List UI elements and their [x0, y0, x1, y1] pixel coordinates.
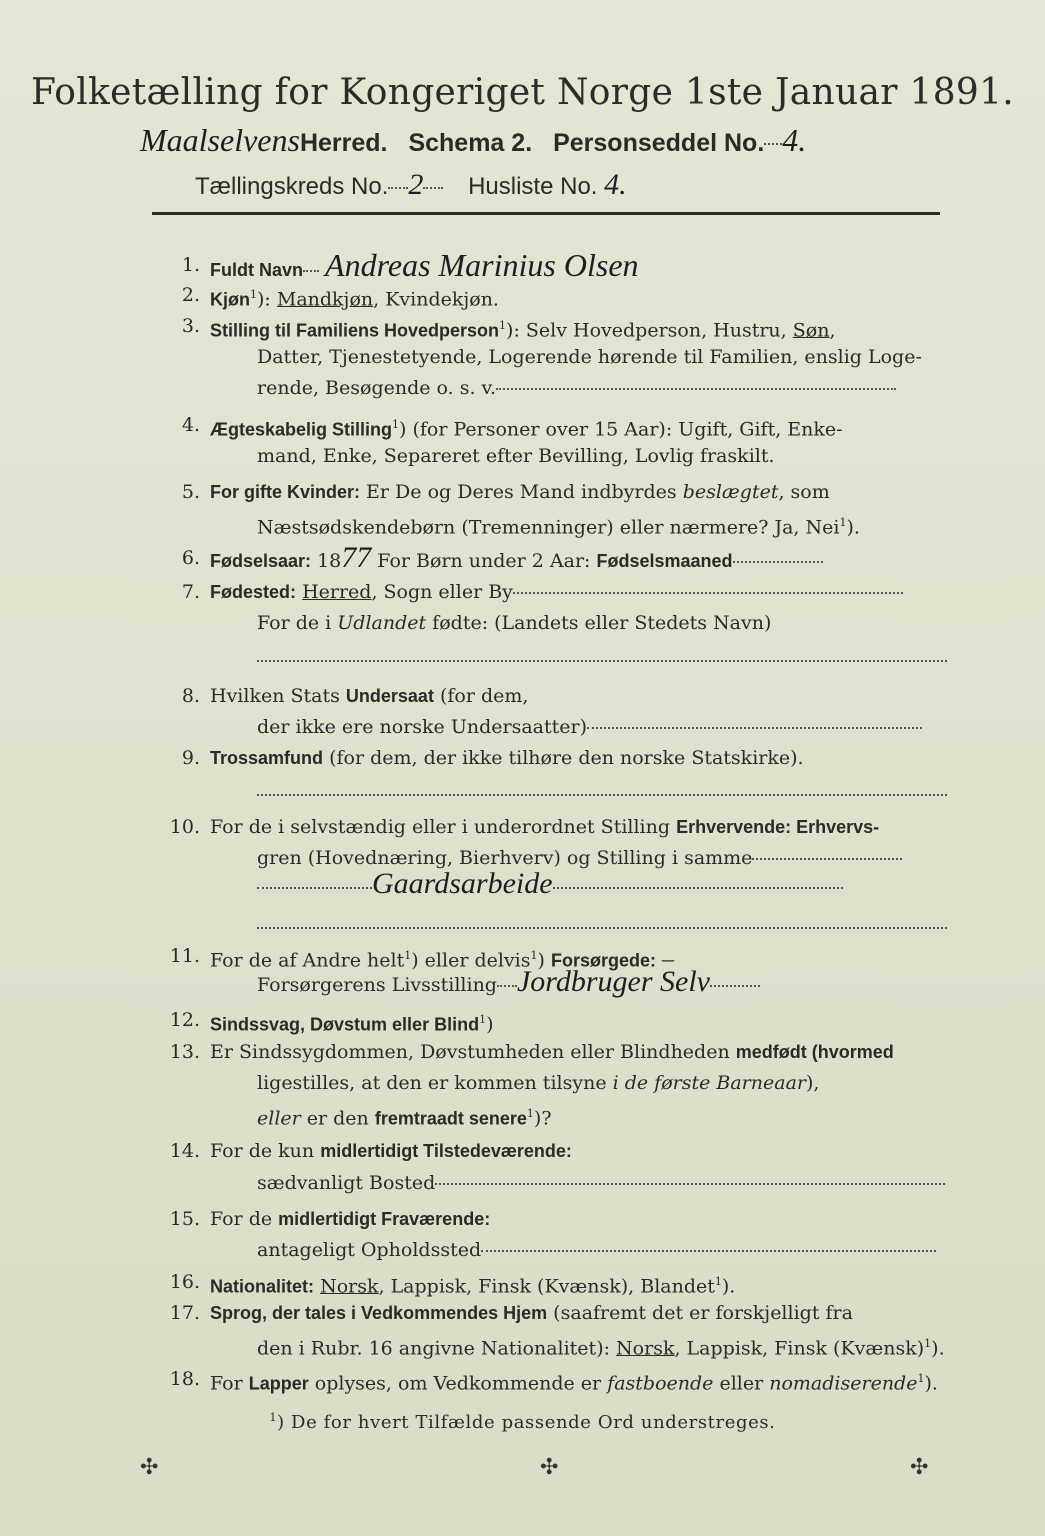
text: For de kun: [210, 1140, 321, 1162]
footnote-ref: 1: [530, 949, 538, 962]
text: ),: [806, 1072, 820, 1094]
footnote: [0, 1411, 1045, 1433]
supported-label: Forsørgede:: [550, 950, 656, 971]
item-number: 16.: [169, 1271, 200, 1293]
lapps-label: Lapper: [248, 1373, 309, 1394]
dotted-line: [257, 660, 947, 662]
footnote-ref: 1: [269, 1411, 278, 1424]
schema-label: Schema 2.: [408, 129, 533, 157]
footnote-ref: 1: [917, 1372, 925, 1385]
item-number: 6.: [181, 547, 200, 569]
text: ).: [846, 516, 860, 539]
text: Forsørgerens Livsstilling: [257, 974, 497, 996]
text: ):: [257, 288, 277, 311]
text: fastboende: [607, 1372, 714, 1395]
congenital-label: medfødt (hvormed: [735, 1042, 894, 1062]
text: , Kvindekjøn.: [373, 288, 499, 311]
temporary-absent-label: midlertidigt Fraværende:: [278, 1209, 491, 1229]
text: (for dem,: [433, 685, 529, 707]
text: Hvilken Stats: [210, 685, 346, 707]
dotted-line: [257, 927, 947, 929]
item-number: 2.: [181, 284, 200, 306]
text: (for dem, der ikke tilhøre den norske Statskirke).: [323, 747, 804, 769]
header-line-kreds: [195, 168, 895, 202]
text: gren (Hovednæring, Bierhverv) og Stilling i samme: [257, 847, 753, 869]
item-number: 1.: [181, 254, 200, 276]
text: ): [277, 1412, 285, 1433]
text: For de i selvstændig eller i underordnet Stilling: [210, 816, 677, 838]
footnote-ref: 1: [714, 1275, 722, 1288]
text: i de første Barneaar: [612, 1072, 806, 1094]
text: Datter, Tjenestetyende, Logerende hørende til Familien, enslig Loge-: [257, 346, 922, 368]
birth-year-value: 77: [341, 541, 372, 574]
dotted-line: [553, 887, 843, 889]
item-number: 11.: [169, 945, 200, 967]
text: fødte: (Landets eller Stedets Navn): [426, 612, 772, 634]
dotted-line: [513, 592, 903, 594]
dotted-line: [423, 187, 443, 189]
text: , Lappisk, Finsk (Kvænsk): [674, 1337, 925, 1360]
birthplace-label: Fødested:: [210, 582, 297, 602]
text: der ikke ere norske Undersaatter): [257, 716, 587, 738]
nationality-label: Nationalitet:: [210, 1276, 315, 1297]
text: 18: [311, 550, 342, 572]
item-number: 15.: [169, 1208, 200, 1230]
footnote-ref: 1: [479, 1013, 487, 1026]
subject-label: Undersaat: [345, 686, 434, 706]
religion-label: Trossamfund: [210, 748, 324, 768]
text: , Lappisk, Finsk (Kvænsk), Blandet: [378, 1275, 715, 1298]
dotted-line: [764, 143, 782, 145]
occupation-label: Erhvervende: Erhvervs-: [676, 817, 880, 837]
text: Udlandet: [337, 612, 427, 634]
full-name-label: Fuldt Navn: [210, 260, 303, 280]
text: eller: [713, 1372, 770, 1395]
birth-year-label: Fødselsaar:: [210, 551, 312, 571]
dotted-line: [303, 270, 319, 272]
dotted-line: [257, 887, 372, 889]
language-selected: Norsk: [616, 1337, 675, 1360]
marital-status-label: Ægteskabelig Stilling: [210, 419, 393, 440]
text: )?: [533, 1107, 552, 1130]
footnote-ref: 1: [392, 418, 400, 431]
dotted-line: [388, 187, 408, 189]
text: rende, Besøgende o. s. v.: [257, 377, 497, 399]
text: ligestilles, at den er kommen tilsyne: [257, 1072, 613, 1094]
text: (saafremt det er forskjelligt fra: [547, 1302, 853, 1324]
text: mand, Enke, Separeret efter Bevilling, Lovlig fraskilt.: [257, 445, 775, 467]
text: den i Rubr. 16 angivne Nationalitet):: [257, 1337, 617, 1360]
footnote-ref: 1: [404, 949, 412, 962]
text: For de: [210, 1208, 279, 1230]
text: ) eller delvis: [411, 949, 531, 972]
husliste-label: Husliste No.: [468, 173, 598, 200]
text: nomadiserende: [769, 1372, 918, 1395]
husliste-value: 4.: [604, 168, 627, 201]
personseddel-label: Personseddel No.: [553, 129, 765, 157]
text: ): [486, 1013, 494, 1036]
item-number: 17.: [169, 1302, 200, 1324]
dotted-line: [752, 858, 902, 860]
language-label: Sprog, der tales i Vedkommendes Hjem: [210, 1303, 548, 1323]
herred-value: Maalselvens: [140, 122, 300, 158]
item-number: 8.: [181, 685, 200, 707]
footnote-ref: 1: [924, 1337, 932, 1350]
footnote-ref: 1: [526, 1107, 534, 1120]
corner-mark-icon: ✣: [910, 1455, 929, 1480]
kreds-label: Tællingskreds No.: [195, 173, 389, 200]
family-position-selected: Søn: [792, 319, 830, 342]
dotted-line: [496, 388, 896, 390]
item-number: 4.: [181, 414, 200, 436]
item-number: 9.: [181, 747, 200, 769]
birthplace-selected: Herred: [302, 581, 372, 603]
dotted-line: [497, 985, 517, 987]
kreds-value: 2: [408, 168, 424, 201]
footnote-text: De for hvert Tilfælde passende Ord understreges.: [291, 1412, 776, 1433]
text: ): [537, 949, 551, 972]
item-number: 14.: [169, 1140, 200, 1162]
dotted-line: [587, 727, 922, 729]
text: ,: [829, 319, 836, 342]
text: ).: [924, 1372, 938, 1395]
text: , som: [778, 481, 830, 503]
text: Er Sindssygdommen, Døvstumheden eller Blindheden: [210, 1041, 736, 1063]
item-number: 13.: [169, 1041, 200, 1063]
item-number: 18.: [169, 1368, 200, 1390]
footnote-ref: 1: [250, 288, 257, 301]
provider-occupation-value: Jordbruger Selv: [516, 965, 710, 998]
occupation-value: Gaardsarbeide: [372, 867, 553, 900]
text: er den: [300, 1107, 375, 1130]
text: ) (for Personer over 15 Aar): Ugift, Gift, Enke-: [399, 418, 843, 441]
temporary-present-label: midlertidigt Tilstedeværende:: [320, 1141, 572, 1161]
item-number: 12.: [169, 1009, 200, 1031]
item-number: 3.: [181, 315, 200, 337]
sex-selected: Mandkjøn: [276, 288, 374, 311]
text: For Børn under 2 Aar:: [371, 550, 597, 572]
item-number: 10.: [169, 816, 200, 838]
birth-month-label: Fødselsmaaned: [596, 551, 733, 571]
text: beslægtet: [682, 481, 779, 503]
text: sædvanligt Bosted: [257, 1172, 436, 1194]
sex-label: Kjøn: [210, 289, 250, 310]
dotted-line: [257, 794, 947, 796]
supported-value: –: [662, 946, 675, 973]
nationality-selected: Norsk: [320, 1275, 379, 1298]
dotted-line: [481, 1250, 936, 1252]
corner-mark-icon: ✣: [140, 1455, 159, 1480]
text: For de af Andre helt: [210, 949, 405, 972]
text: , Sogn eller By: [371, 581, 513, 603]
full-name-value: Andreas Marinius Olsen: [325, 247, 639, 283]
text: For de i: [257, 612, 338, 634]
later-label: fremtraadt senere: [374, 1108, 527, 1129]
text: eller: [257, 1107, 301, 1130]
text: antageligt Opholdssted: [257, 1239, 482, 1261]
text: Er De og Deres Mand indbyrdes: [360, 481, 683, 503]
text: For: [210, 1372, 249, 1395]
married-women-label: For gifte Kvinder:: [210, 482, 361, 502]
personseddel-value: 4.: [782, 122, 807, 158]
text: ): Selv Hovedperson, Hustru,: [506, 319, 793, 342]
center-mark-icon: ✣: [540, 1455, 559, 1480]
text: ).: [931, 1337, 945, 1360]
dotted-line: [733, 561, 823, 563]
dotted-line: [710, 985, 760, 987]
family-position-label: Stilling til Familiens Hovedperson: [210, 320, 500, 341]
disability-label: Sindssvag, Døvstum eller Blind: [210, 1014, 480, 1035]
form-title: Folketælling for Kongeriget Norge 1ste Januar 1891.: [30, 72, 1015, 113]
herred-label: Herred.: [299, 129, 388, 157]
header-line-herred: [140, 122, 960, 159]
footnote-ref: 1: [499, 319, 507, 332]
text: Næstsødskendebørn (Tremenninger) eller nærmere? Ja, Nei: [257, 516, 840, 539]
dotted-line: [435, 1183, 945, 1185]
item-number: 7.: [181, 581, 200, 603]
header-rule: [152, 212, 940, 215]
footnote-ref: 1: [839, 516, 847, 529]
text: ).: [721, 1275, 736, 1298]
item-number: 5.: [181, 481, 200, 503]
text: oplyses, om Vedkommende er: [308, 1372, 608, 1395]
